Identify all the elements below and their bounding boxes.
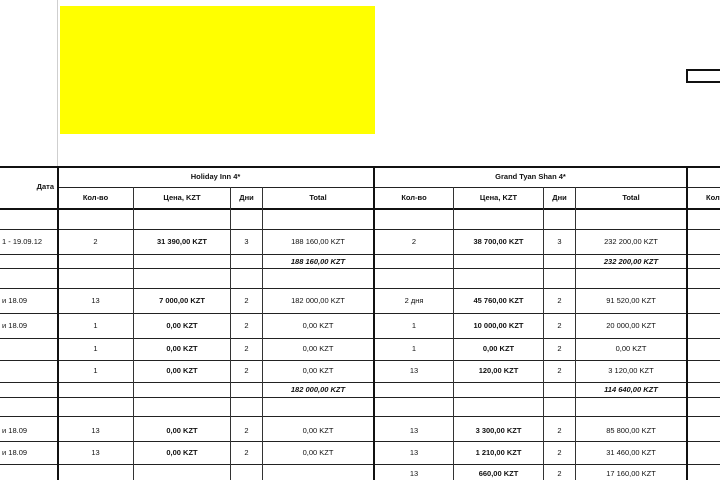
price-cell: 31 390,00 KZT bbox=[156, 237, 208, 246]
column-header-days: Дни bbox=[552, 193, 567, 202]
table-column-rule bbox=[230, 187, 231, 480]
price-cell: 0,00 KZT bbox=[166, 366, 198, 375]
days-cell: 2 bbox=[557, 296, 562, 305]
price-cell: 38 700,00 KZT bbox=[473, 237, 524, 246]
qty-cell: 1 bbox=[411, 321, 417, 330]
column-header-price: Цена, KZT bbox=[163, 193, 201, 202]
price-cell: 0,00 KZT bbox=[166, 321, 198, 330]
table-column-rule bbox=[133, 187, 134, 480]
total-cell: 0,00 KZT bbox=[615, 344, 647, 353]
hotel-name-holiday-inn: Holiday Inn 4* bbox=[190, 172, 241, 181]
price-cell: 0,00 KZT bbox=[482, 344, 515, 353]
total-cell: 0,00 KZT bbox=[302, 426, 334, 435]
days-cell: 2 bbox=[244, 366, 249, 375]
days-cell: 3 bbox=[244, 237, 249, 246]
days-cell: 3 bbox=[557, 237, 562, 246]
days-cell: 2 bbox=[244, 321, 249, 330]
subtotal-cell: 232 200,00 KZT bbox=[603, 257, 659, 266]
total-cell: 3 120,00 KZT bbox=[608, 366, 654, 375]
price-cell: 120,00 KZT bbox=[478, 366, 519, 375]
total-cell: 17 160,00 KZT bbox=[606, 469, 656, 478]
row-date: и 18.09 bbox=[2, 448, 28, 457]
price-cell: 0,00 KZT bbox=[166, 448, 198, 457]
table-rule bbox=[0, 229, 720, 230]
column-header-qty: Кол-во bbox=[401, 193, 427, 202]
total-cell: 91 520,00 KZT bbox=[606, 296, 656, 305]
subtotal-cell: 182 000,00 KZT bbox=[290, 385, 346, 394]
row-date: и 18.09 bbox=[2, 296, 28, 305]
total-cell: 85 800,00 KZT bbox=[606, 426, 656, 435]
row-date: и 18.09 bbox=[2, 321, 28, 330]
days-cell: 2 bbox=[244, 426, 249, 435]
table-rule bbox=[0, 313, 720, 314]
total-cell: 232 200,00 KZT bbox=[604, 237, 658, 246]
qty-cell: 1 bbox=[93, 321, 98, 330]
total-cell: 31 460,00 KZT bbox=[606, 448, 656, 457]
table-rule bbox=[0, 441, 720, 442]
qty-cell: 13 bbox=[91, 426, 100, 435]
column-header-qty-partial: Кол bbox=[706, 193, 720, 202]
table-column-rule bbox=[575, 187, 576, 480]
days-cell: 2 bbox=[244, 296, 249, 305]
total-cell: 20 000,00 KZT bbox=[606, 321, 656, 330]
days-cell: 2 bbox=[557, 448, 562, 457]
days-cell: 2 bbox=[244, 344, 249, 353]
qty-cell: 2 bbox=[93, 237, 98, 246]
qty-cell: 13 bbox=[91, 296, 100, 305]
qty-cell: 13 bbox=[409, 366, 419, 375]
qty-cell: 2 дня bbox=[404, 296, 424, 305]
total-cell: 0,00 KZT bbox=[302, 366, 334, 375]
qty-cell: 13 bbox=[91, 448, 100, 457]
table-rule bbox=[0, 464, 720, 465]
total-cell: 0,00 KZT bbox=[302, 448, 334, 457]
table-column-rule bbox=[262, 187, 263, 480]
table-rule bbox=[0, 208, 720, 210]
days-cell: 2 bbox=[557, 321, 562, 330]
row-date: и 18.09 bbox=[2, 426, 28, 435]
days-cell: 2 bbox=[557, 469, 562, 478]
total-cell: 188 160,00 KZT bbox=[291, 237, 345, 246]
qty-cell: 1 bbox=[93, 366, 98, 375]
subtotal-cell: 188 160,00 KZT bbox=[290, 257, 346, 266]
price-cell: 0,00 KZT bbox=[166, 344, 198, 353]
days-cell: 2 bbox=[557, 366, 562, 375]
qty-cell: 13 bbox=[409, 469, 419, 478]
table-rule bbox=[0, 360, 720, 361]
days-cell: 2 bbox=[244, 448, 249, 457]
price-cell: 660,00 KZT bbox=[478, 469, 519, 478]
table-rule bbox=[0, 166, 720, 168]
days-cell: 2 bbox=[557, 426, 562, 435]
qty-cell: 2 bbox=[411, 237, 417, 246]
date-header: Дата bbox=[36, 182, 54, 191]
total-cell: 0,00 KZT bbox=[302, 321, 334, 330]
price-cell: 3 300,00 KZT bbox=[475, 426, 522, 435]
price-cell: 0,00 KZT bbox=[166, 426, 198, 435]
column-header-qty: Кол-во bbox=[82, 193, 109, 202]
subtotal-cell: 114 640,00 KZT bbox=[604, 385, 658, 394]
table-rule bbox=[0, 268, 720, 269]
days-cell: 2 bbox=[557, 344, 562, 353]
column-header-price: Цена, KZT bbox=[479, 193, 518, 202]
table-rule bbox=[58, 187, 720, 188]
row-date: 1 - 19.09.12 bbox=[2, 237, 43, 246]
table-rule bbox=[0, 254, 720, 255]
qty-cell: 13 bbox=[409, 448, 419, 457]
total-cell: 0,00 KZT bbox=[302, 344, 334, 353]
column-header-total: Total bbox=[309, 193, 327, 202]
column-header-days: Дни bbox=[239, 193, 254, 202]
price-cell: 7 000,00 KZT bbox=[159, 296, 205, 305]
qty-cell: 1 bbox=[411, 344, 417, 353]
table-column-rule bbox=[686, 166, 688, 480]
table-rule bbox=[0, 416, 720, 417]
column-header-total: Total bbox=[622, 193, 640, 202]
table-rule bbox=[0, 338, 720, 339]
total-cell: 182 000,00 KZT bbox=[291, 296, 345, 305]
table-rule bbox=[0, 397, 720, 398]
table-rule bbox=[0, 382, 720, 383]
price-cell: 1 210,00 KZT bbox=[475, 448, 522, 457]
hotel-name-grand-tyan-shan: Grand Tyan Shan 4* bbox=[495, 172, 566, 181]
qty-cell: 1 bbox=[93, 344, 98, 353]
table-column-rule bbox=[543, 187, 544, 480]
qty-cell: 13 bbox=[409, 426, 419, 435]
table-column-rule bbox=[453, 187, 454, 480]
price-cell: 45 760,00 KZT bbox=[473, 296, 524, 305]
price-cell: 10 000,00 KZT bbox=[473, 321, 524, 330]
table-rule bbox=[0, 288, 720, 289]
